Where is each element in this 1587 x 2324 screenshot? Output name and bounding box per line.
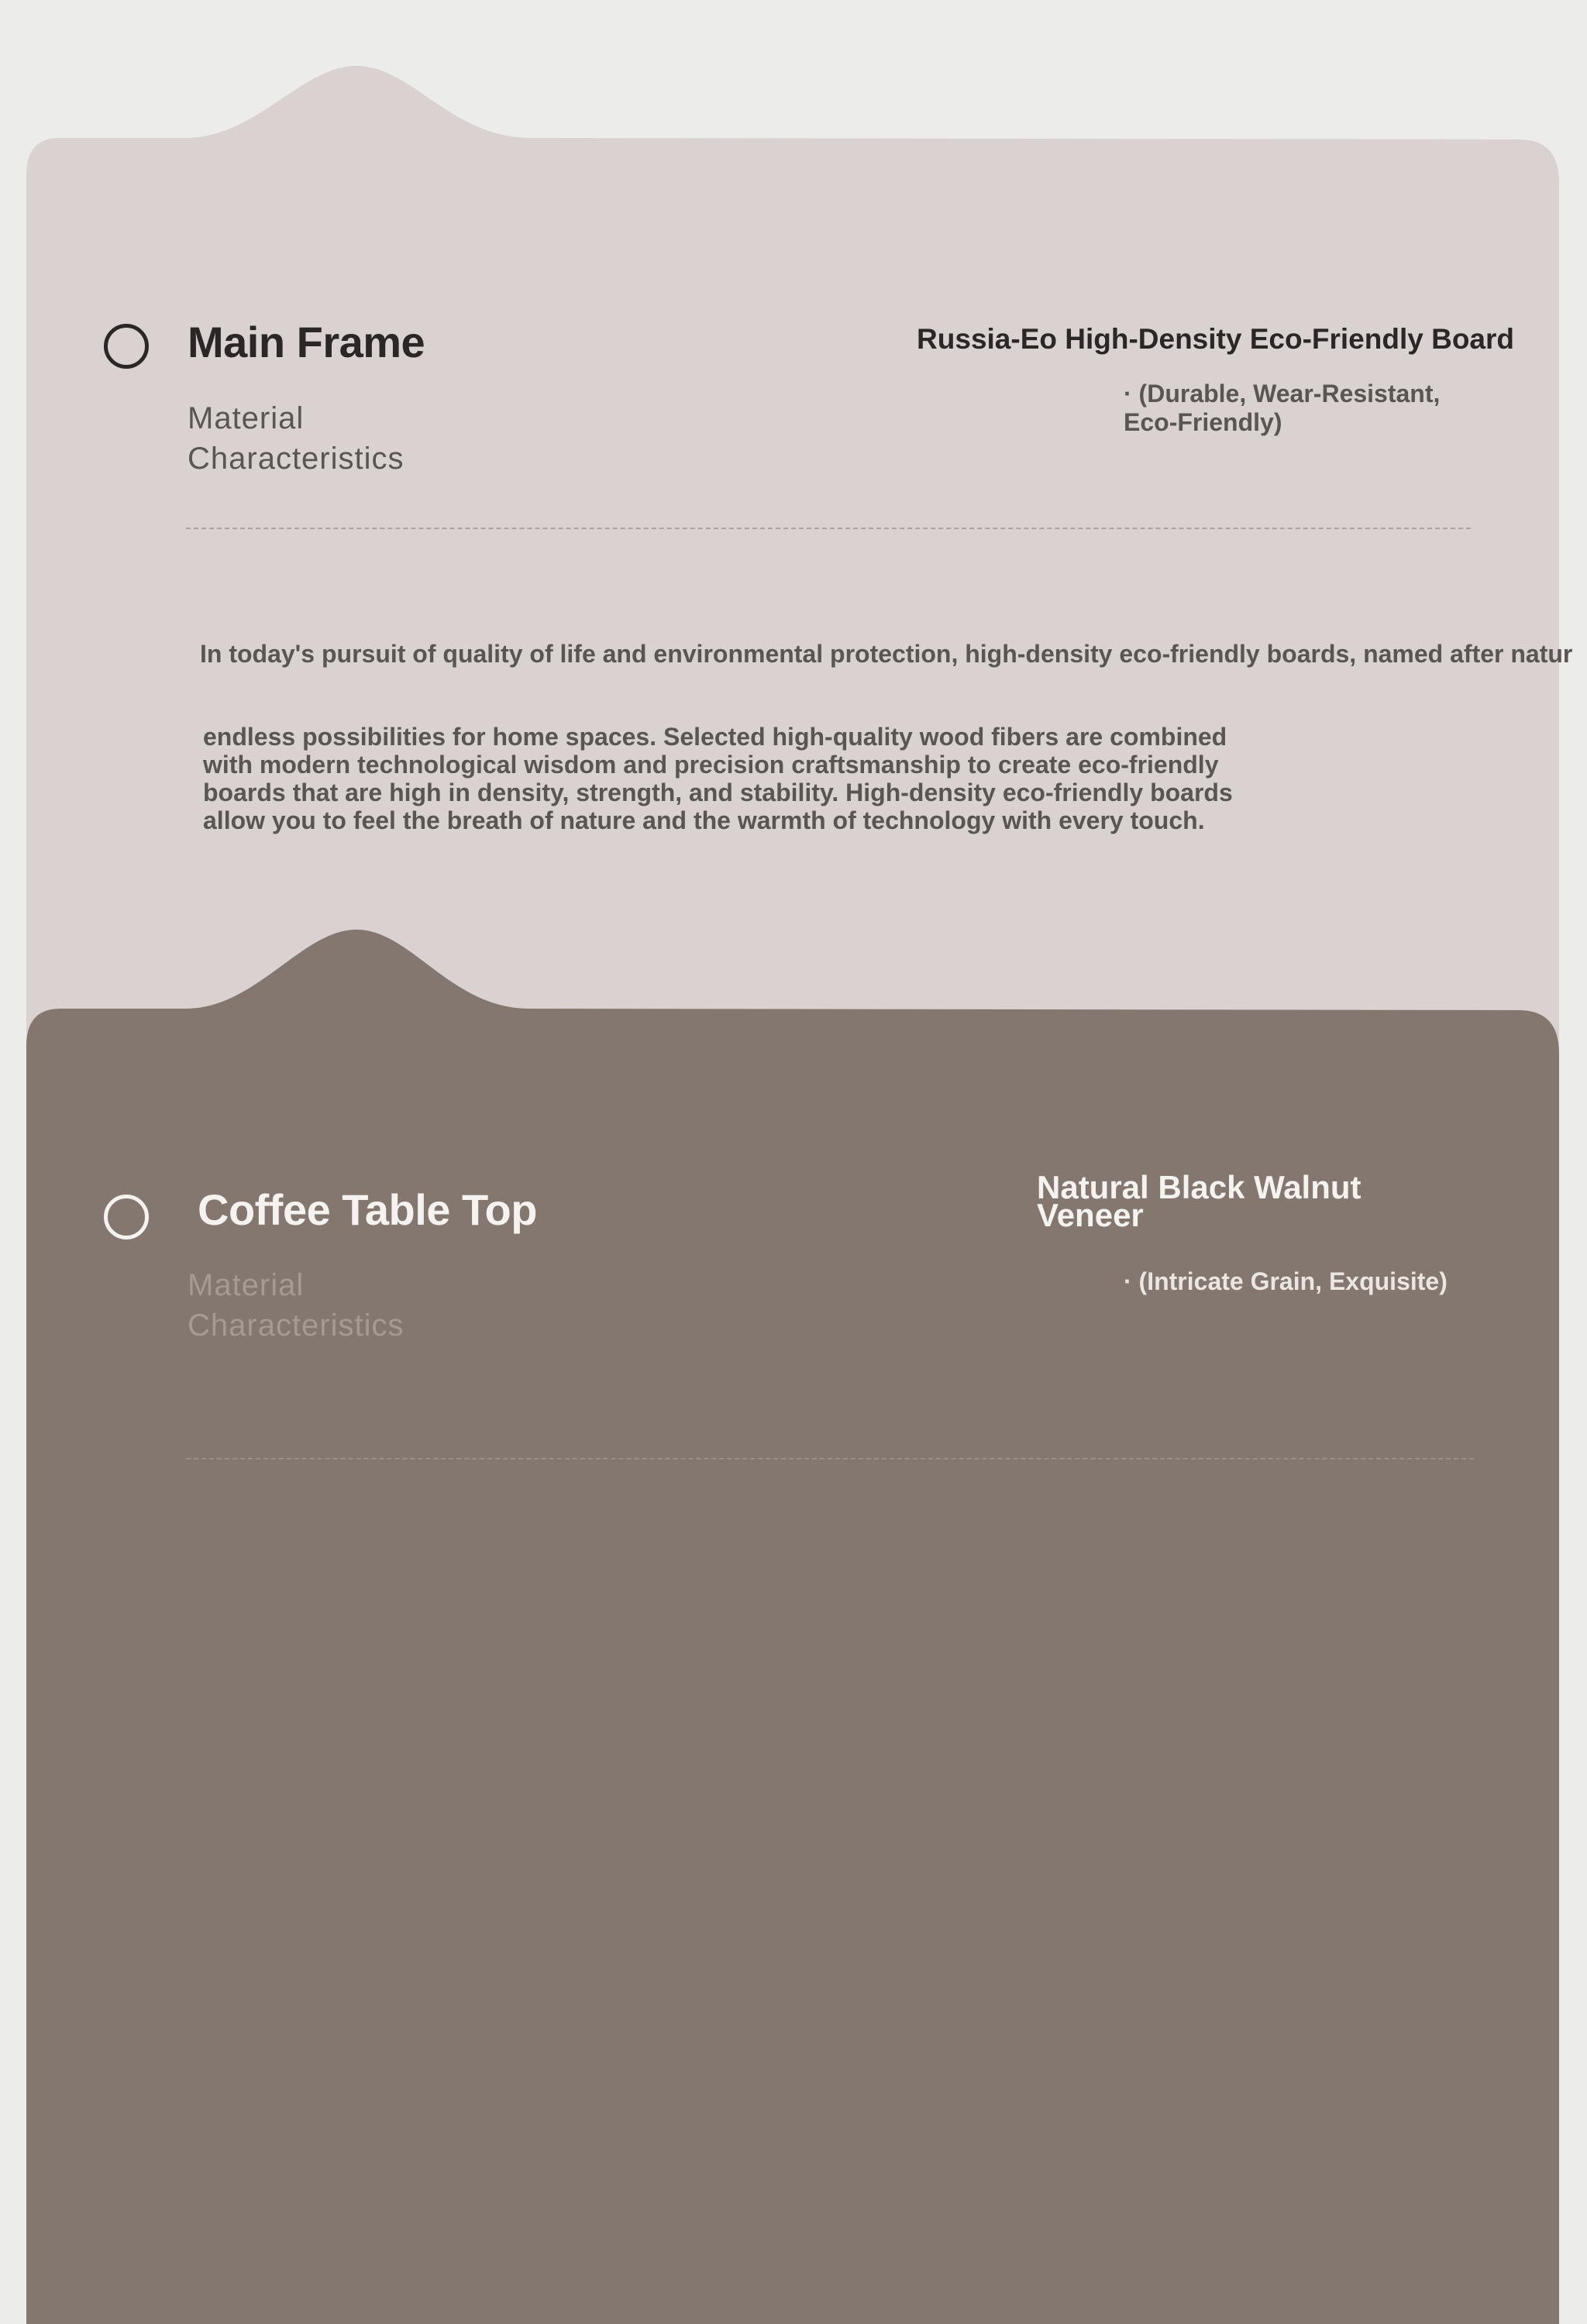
main-frame-description — [203, 723, 1288, 834]
coffee-table-card-shape — [0, 930, 1587, 2324]
coffee-table-divider — [186, 1458, 1474, 1459]
coffee-table-material-note: · (Intricate Grain, Exquisite) — [1124, 1267, 1448, 1295]
main-frame-radio-icon[interactable] — [104, 324, 149, 369]
coffee-table-subtitle-line2: Characteristics — [188, 1308, 404, 1342]
main-frame-description-line: boards that are high in density, strength, and stability. High-density eco-friendly boards — [203, 779, 1233, 806]
main-frame-material-note — [1124, 380, 1440, 437]
coffee-table-radio-icon[interactable] — [104, 1195, 149, 1239]
coffee-table-material-name-line1: Natural Black Walnut — [1037, 1169, 1362, 1205]
main-frame-description-line: with modern technological wisdom and precision craftsmanship to create eco-friendly — [203, 751, 1219, 779]
coffee-table-subtitle — [188, 1265, 404, 1346]
coffee-table-material-name-line2: Veneer — [1037, 1197, 1144, 1233]
main-frame-divider — [186, 528, 1471, 529]
main-frame-intro-line: In today's pursuit of quality of life and environmental protection, high-density eco-friendly boards, named after natur — [200, 640, 1573, 668]
main-frame-description-line: endless possibilities for home spaces. Selected high-quality wood fibers are combined — [203, 723, 1227, 751]
main-frame-subtitle-line1: Material — [188, 401, 305, 435]
main-frame-title: Main Frame — [188, 318, 425, 366]
coffee-table-title: Coffee Table Top — [198, 1185, 537, 1234]
main-frame-material-name: Russia-Eo High-Density Eco-Friendly Board — [917, 323, 1514, 355]
main-frame-description-line: allow you to feel the breath of nature and the warmth of technology with every touch. — [203, 806, 1205, 834]
main-frame-material-note-line1: · (Durable, Wear-Resistant, — [1124, 380, 1441, 407]
main-frame-subtitle-line2: Characteristics — [188, 442, 404, 476]
coffee-table-material-name — [1037, 1169, 1362, 1233]
main-frame-subtitle — [188, 398, 404, 479]
coffee-table-card — [0, 930, 1587, 2324]
coffee-table-subtitle-line1: Material — [188, 1268, 305, 1302]
main-frame-material-note-line2: Eco-Friendly) — [1124, 408, 1282, 436]
